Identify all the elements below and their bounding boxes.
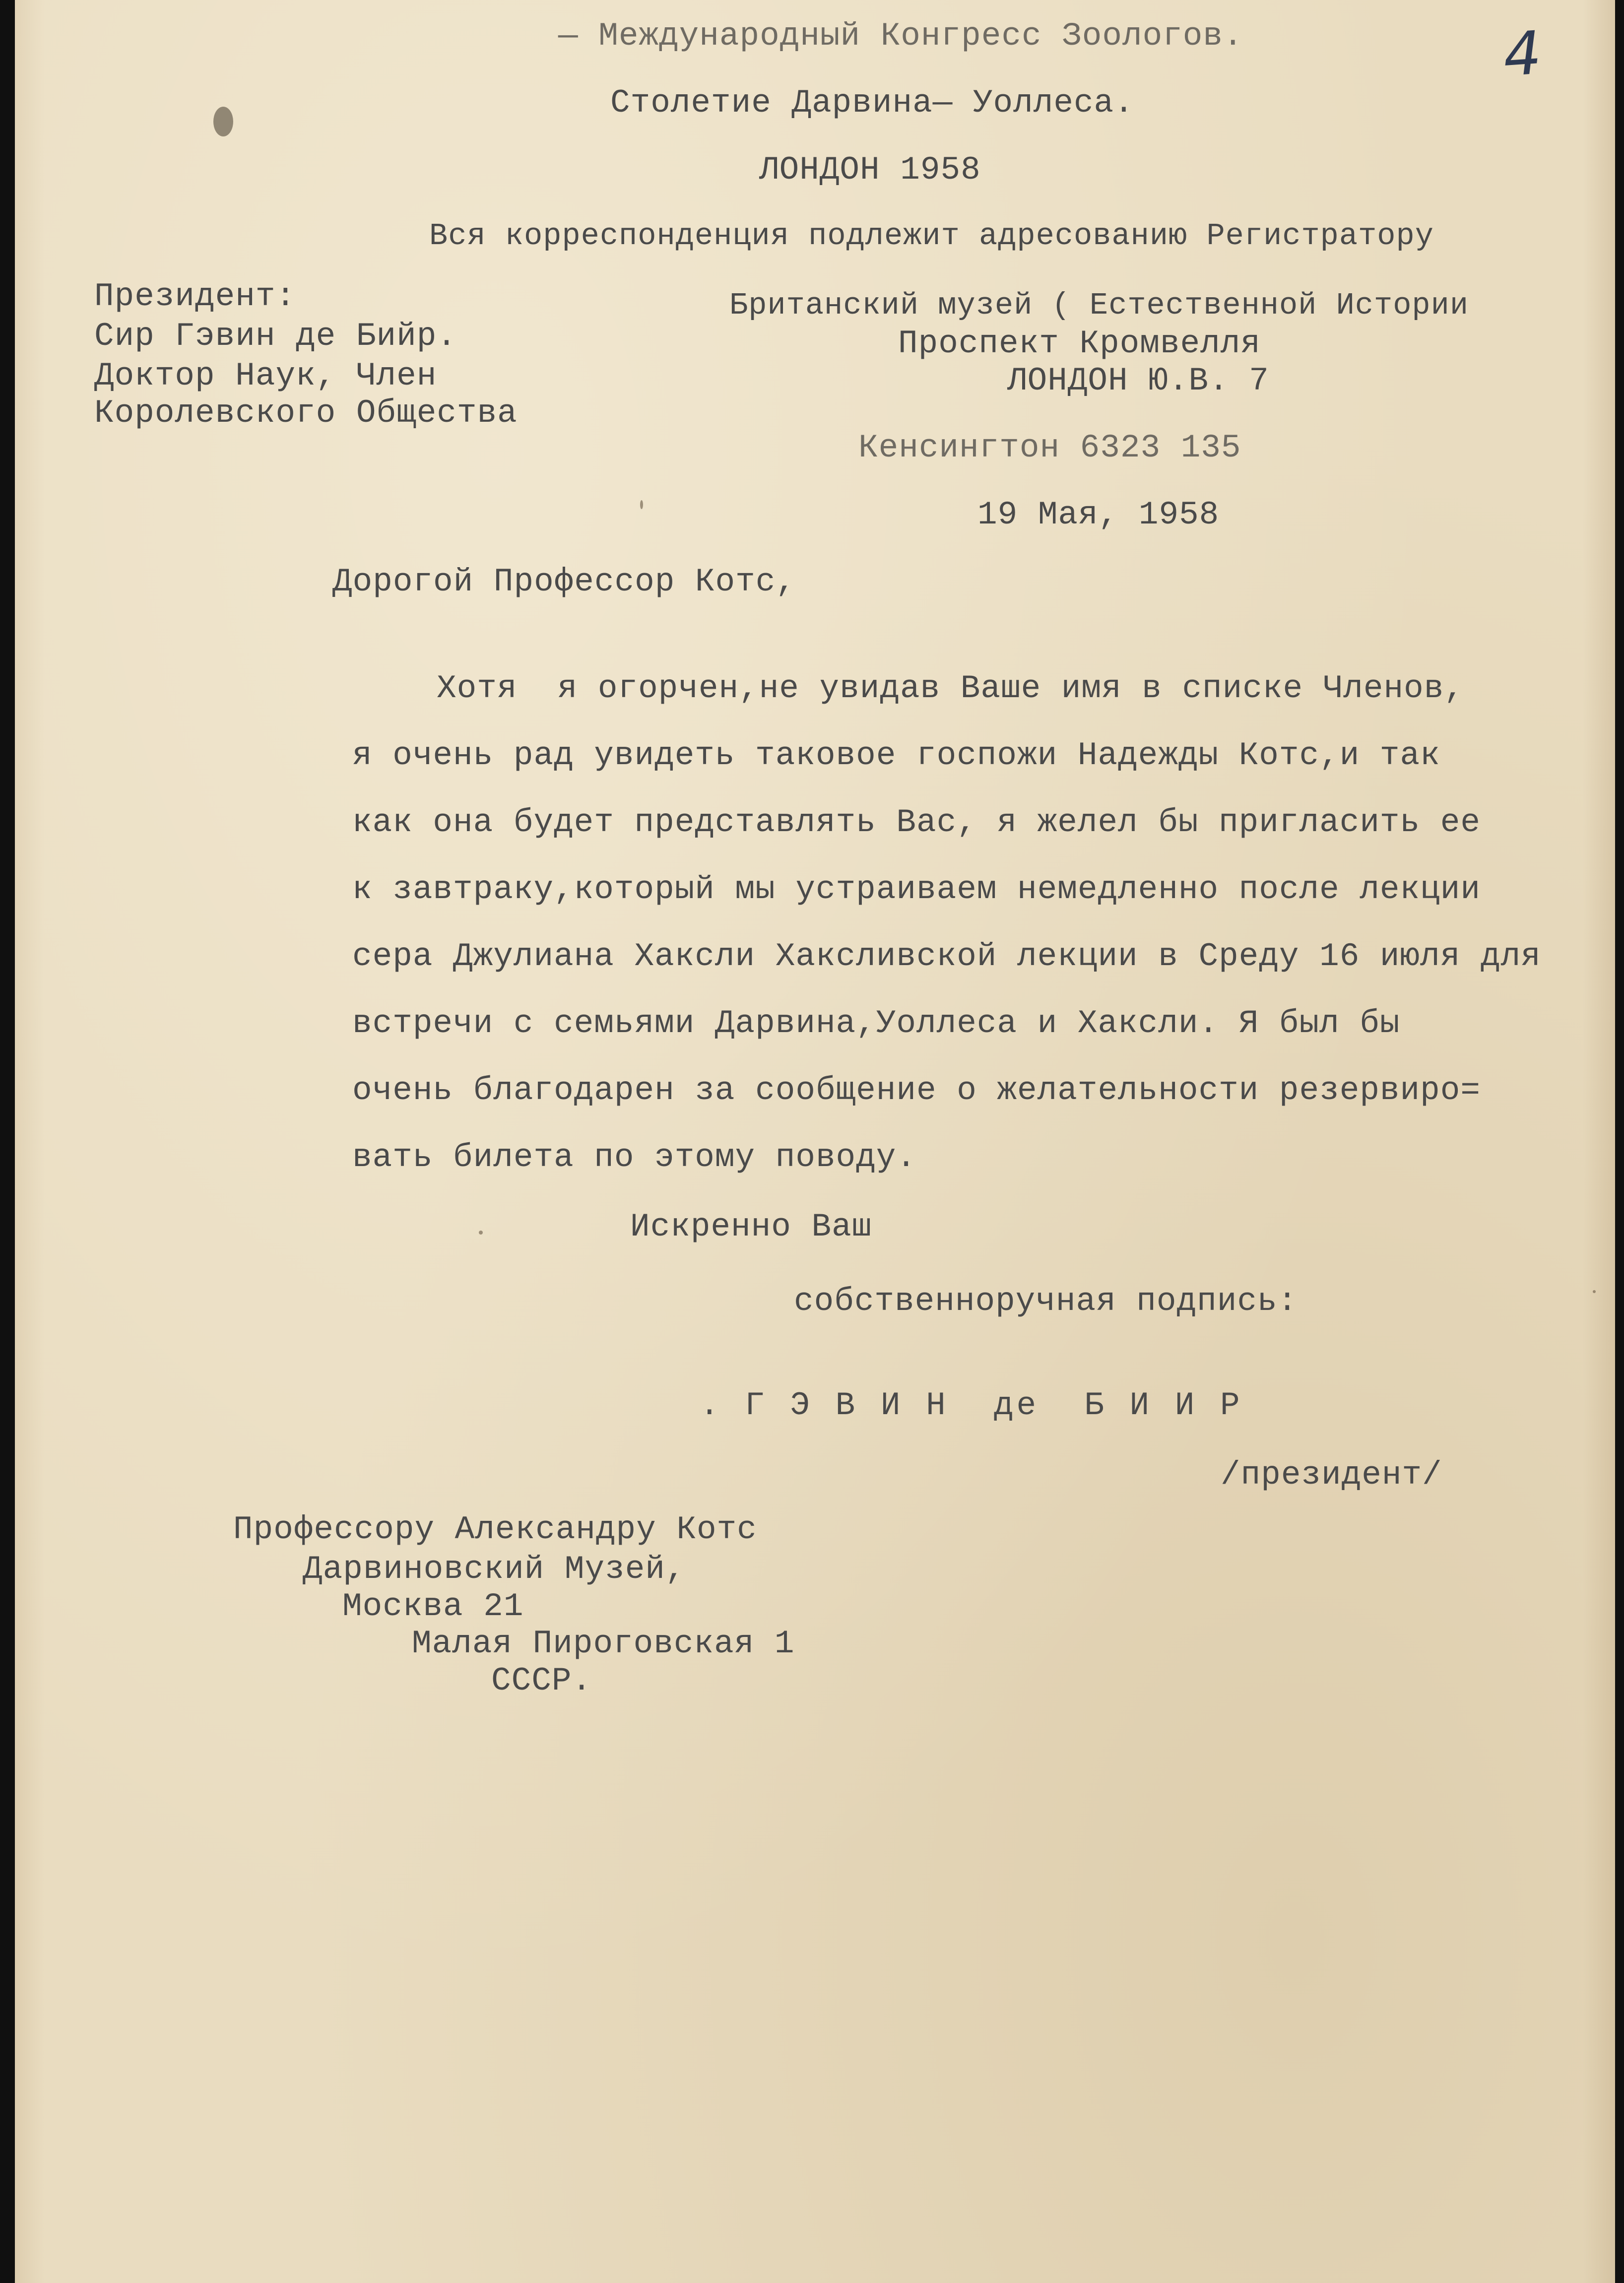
paper-speck [640, 500, 643, 509]
body-line: как она будет представлять Вас, я желел бы пригласить ее [352, 804, 1481, 841]
president-degree: Доктор Наук, Член [94, 357, 437, 394]
recipient-street: Малая Пироговская 1 [412, 1625, 795, 1662]
letter-date: 19 Мая, 1958 [977, 496, 1220, 533]
paper-speck [1593, 1290, 1596, 1293]
address-museum: Британский музей ( Естественной Истории [729, 288, 1469, 323]
closing: Искренно Ваш [630, 1208, 872, 1245]
address-street: Проспект Кромвелля [898, 325, 1261, 362]
address-city: ЛОНДОН Ю.В. 7 [1007, 362, 1269, 399]
recipient-name: Профессору Александру Котс [233, 1511, 757, 1548]
body-line: я очень рад увидеть таковое госпожи Надежды Котс,и так [352, 737, 1440, 774]
body-line: очень благодарен за сообщение о желательности резервиро= [352, 1072, 1481, 1109]
signature-name: . Г Э В И Н де Б И И Р [700, 1387, 1243, 1424]
header-correspondence: Вся корреспонденция подлежит адресованию Регистратору [429, 218, 1434, 254]
phone-number: Кенсингтон 6323 135 [858, 429, 1241, 466]
body-line: встречи с семьями Дарвина,Уоллеса и Хаксли. Я был бы [352, 1005, 1400, 1042]
president-name: Сир Гэвин де Бийр. [94, 318, 457, 355]
body-line: сера Джулиана Хаксли Хаксливской лекции в Среду 16 июля для [352, 938, 1541, 975]
body-line: вать билета по этому поводу. [352, 1139, 916, 1176]
recipient-country: СССР. [491, 1662, 592, 1699]
page-number: 4 [1501, 18, 1544, 90]
header-congress: — Международный Конгресс Зоологов. [558, 17, 1243, 55]
header-centenary: Столетие Дарвина— Уоллеса. [610, 84, 1134, 122]
signature-note: собственноручная подпись: [794, 1283, 1298, 1320]
recipient-city: Москва 21 [342, 1588, 524, 1625]
salutation: Дорогой Профессор Котс, [332, 563, 796, 600]
president-label: Президент: [94, 278, 296, 315]
paper-stain [213, 107, 233, 136]
paper-speck [479, 1231, 483, 1235]
document-sheet [15, 0, 1615, 2283]
body-line: к завтраку,который мы устраиваем немедленно после лекции [352, 871, 1481, 908]
header-city-year: ЛОНДОН 1958 [759, 151, 981, 189]
president-society: Королевского Общества [94, 394, 518, 432]
signature-title: /президент/ [1221, 1456, 1442, 1494]
recipient-museum: Дарвиновский Музей, [303, 1551, 686, 1588]
body-line: Хотя я огорчен,не увидав Ваше имя в списке Членов, [437, 670, 1464, 707]
